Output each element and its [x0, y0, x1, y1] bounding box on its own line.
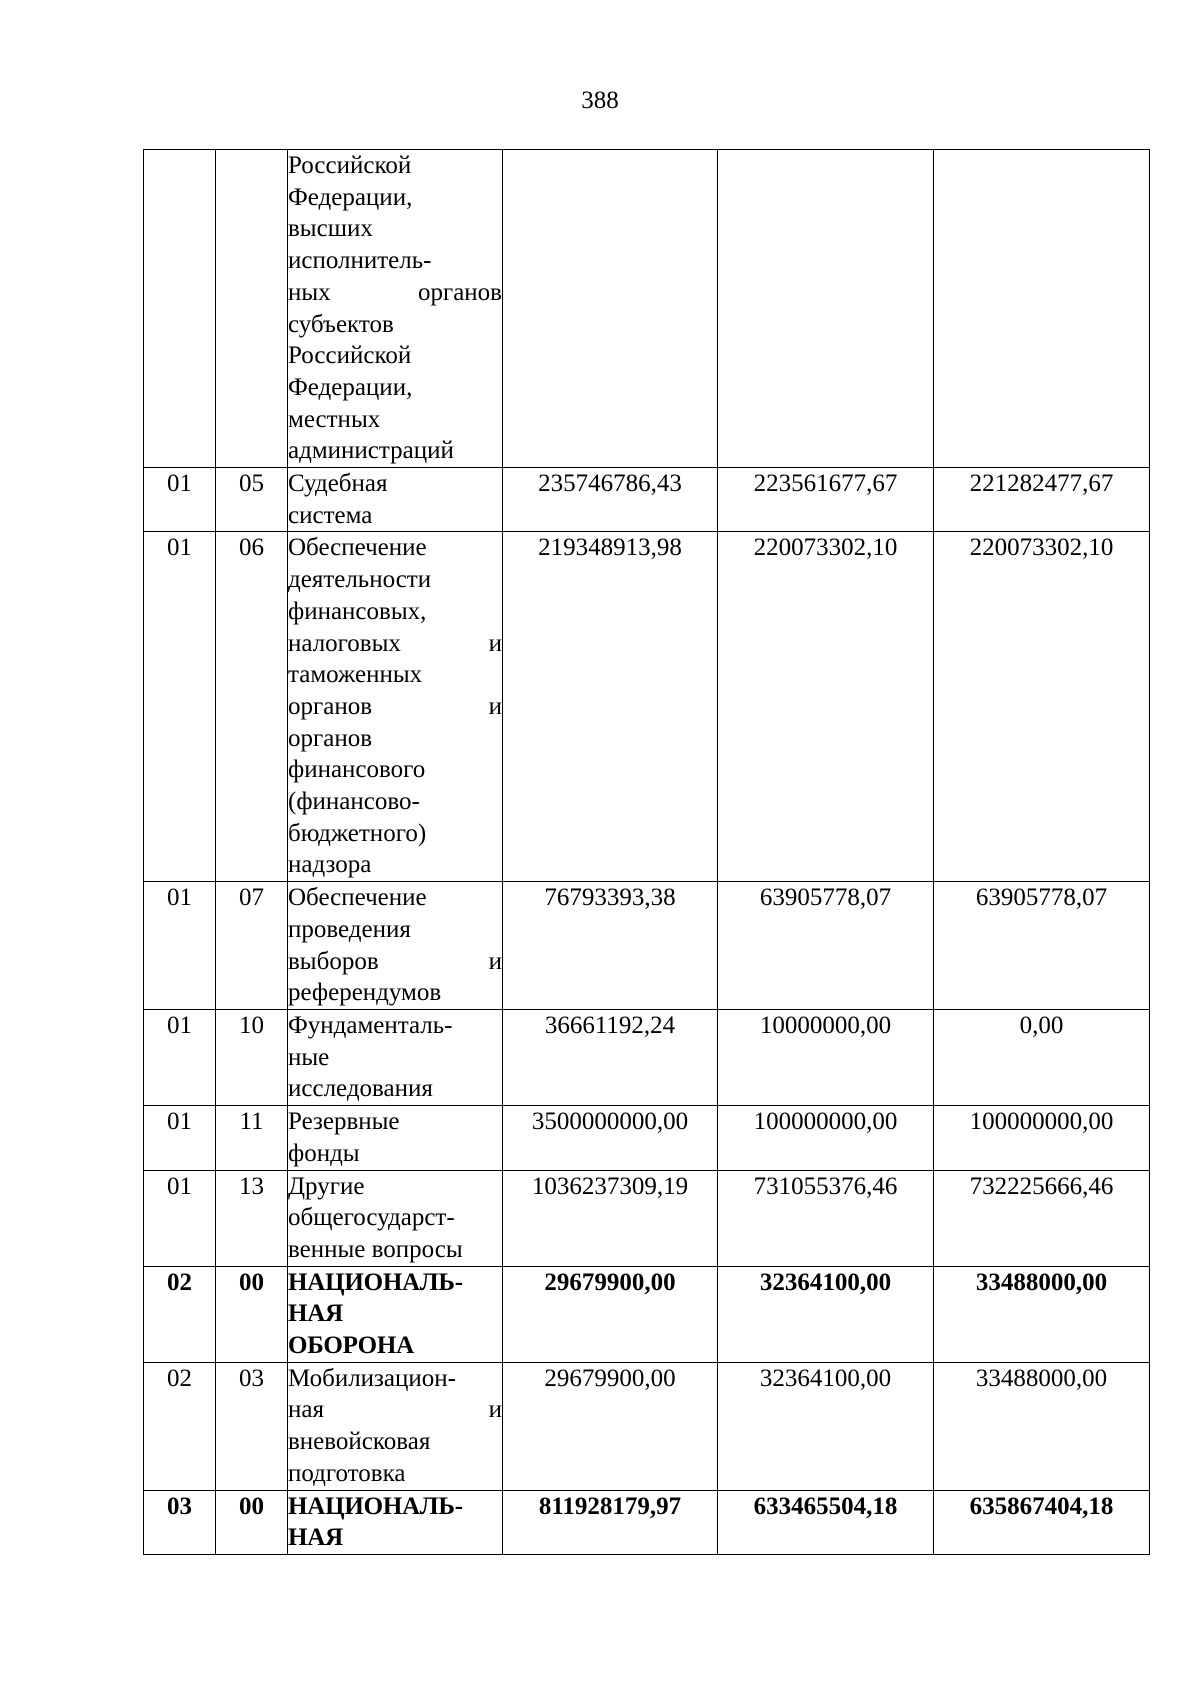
amount-cell-year-3: 221282477,67	[934, 468, 1150, 532]
section-code-cell: 02	[144, 1266, 216, 1362]
item-name-line: Российской	[288, 152, 412, 179]
amount-cell-year-1: 36661192,24	[503, 1009, 718, 1105]
item-name-line: вневойсковая	[288, 1428, 431, 1456]
item-name-line: проведения	[288, 915, 411, 943]
amount-cell-year-1	[503, 150, 718, 468]
item-name-line: выборов и	[288, 947, 502, 975]
section-code-cell: 01	[144, 1106, 216, 1170]
section-code-cell: 01	[144, 1009, 216, 1105]
item-name-cell	[288, 882, 503, 1010]
amount-cell-year-2: 100000000,00	[718, 1106, 934, 1170]
table-row	[144, 1362, 1150, 1490]
amount-cell-year-1: 29679900,00	[503, 1266, 718, 1362]
amount-cell-year-3: 63905778,07	[934, 882, 1150, 1010]
item-name-line: Фундаменталь-	[288, 1011, 453, 1039]
subsection-code-cell: 00	[216, 1266, 288, 1362]
item-name-line: НАЦИОНАЛЬ-	[288, 1492, 463, 1520]
item-name-line: НАЦИОНАЛЬ-	[288, 1268, 463, 1296]
amount-cell-year-3: 732225666,46	[934, 1170, 1150, 1266]
item-name-line: Резервные	[288, 1108, 400, 1136]
amount-cell-year-1: 1036237309,19	[503, 1170, 718, 1266]
item-name-line: ные	[288, 1043, 330, 1071]
subsection-code-cell: 06	[216, 532, 288, 882]
budget-table-body	[144, 150, 1150, 1555]
item-name-line: органов	[288, 724, 373, 752]
amount-cell-year-3	[934, 150, 1150, 468]
item-name-line: субъектов	[288, 310, 394, 338]
item-name-line: Обеспечение	[288, 884, 427, 912]
item-name-line: Федерации,	[288, 183, 413, 211]
amount-cell-year-2	[718, 150, 934, 468]
table-row	[144, 468, 1150, 532]
section-code-cell: 01	[144, 882, 216, 1010]
table-row	[144, 1490, 1150, 1554]
item-name-cell	[288, 1362, 503, 1490]
table-row	[144, 150, 1150, 468]
item-name-line: венные вопросы	[288, 1235, 463, 1263]
item-name-line: финансовых,	[288, 597, 427, 625]
table-row	[144, 1106, 1150, 1170]
item-name-line: таможенных	[288, 661, 423, 689]
subsection-code-cell: 11	[216, 1106, 288, 1170]
amount-cell-year-1: 811928179,97	[503, 1490, 718, 1554]
item-name-line: система	[288, 501, 373, 529]
item-name-line: администраций	[288, 437, 454, 465]
amount-cell-year-1: 219348913,98	[503, 532, 718, 882]
item-name-line: ная и	[288, 1396, 502, 1424]
item-name-cell	[288, 1170, 503, 1266]
amount-cell-year-3: 220073302,10	[934, 532, 1150, 882]
section-code-cell: 01	[144, 468, 216, 532]
item-name-line: надзора	[288, 851, 372, 879]
item-name-line: налоговых и	[288, 629, 502, 657]
section-code-cell: 03	[144, 1490, 216, 1554]
item-name-cell	[288, 1490, 503, 1554]
subsection-code-cell: 13	[216, 1170, 288, 1266]
item-name-line: подготовка	[288, 1459, 406, 1487]
subsection-code-cell: 07	[216, 882, 288, 1010]
amount-cell-year-3: 635867404,18	[934, 1490, 1150, 1554]
item-name-cell	[288, 1266, 503, 1362]
item-name-line: НАЯ	[288, 1300, 343, 1328]
amount-cell-year-2: 223561677,67	[718, 468, 934, 532]
item-name-line: исследования	[288, 1075, 433, 1103]
section-code-cell: 02	[144, 1362, 216, 1490]
item-name-line: НАЯ	[288, 1524, 343, 1552]
amount-cell-year-3: 100000000,00	[934, 1106, 1150, 1170]
subsection-code-cell: 10	[216, 1009, 288, 1105]
table-row	[144, 1009, 1150, 1105]
item-name-line: Обеспечение	[288, 534, 427, 562]
item-name-cell	[288, 468, 503, 532]
item-name-line: ных органов	[288, 278, 502, 306]
item-name-cell	[288, 1106, 503, 1170]
amount-cell-year-2: 10000000,00	[718, 1009, 934, 1105]
subsection-code-cell: 03	[216, 1362, 288, 1490]
item-name-line: финансового	[288, 756, 426, 784]
item-name-line: референдумов	[288, 979, 442, 1007]
item-name-line: фонды	[288, 1139, 360, 1167]
item-name-cell	[288, 532, 503, 882]
item-name-line: Судебная	[288, 470, 388, 498]
item-name-line: общегосударст-	[288, 1204, 455, 1232]
amount-cell-year-3: 33488000,00	[934, 1362, 1150, 1490]
amount-cell-year-3: 0,00	[934, 1009, 1150, 1105]
subsection-code-cell: 00	[216, 1490, 288, 1554]
amount-cell-year-2: 32364100,00	[718, 1362, 934, 1490]
item-name-line: деятельности	[288, 566, 432, 594]
item-name-line: Другие	[288, 1172, 365, 1200]
amount-cell-year-1: 3500000000,00	[503, 1106, 718, 1170]
budget-table	[143, 149, 1150, 1555]
amount-cell-year-2: 32364100,00	[718, 1266, 934, 1362]
item-name-line: ОБОРОНА	[288, 1332, 414, 1360]
item-name-line: бюджетного)	[288, 819, 427, 847]
amount-cell-year-1: 235746786,43	[503, 468, 718, 532]
table-row	[144, 1170, 1150, 1266]
amount-cell-year-2: 633465504,18	[718, 1490, 934, 1554]
section-code-cell	[144, 150, 216, 468]
page-number: 388	[581, 87, 619, 114]
item-name-line: высших	[288, 215, 373, 243]
item-name-line: Российской	[288, 342, 412, 370]
item-name-line: исполнитель-	[288, 247, 432, 275]
item-name-line: Федерации,	[288, 373, 413, 401]
amount-cell-year-2: 220073302,10	[718, 532, 934, 882]
item-name-cell	[288, 1009, 503, 1105]
amount-cell-year-1: 29679900,00	[503, 1362, 718, 1490]
item-name-line: органов и	[288, 692, 502, 720]
amount-cell-year-2: 731055376,46	[718, 1170, 934, 1266]
section-code-cell: 01	[144, 1170, 216, 1266]
table-row	[144, 532, 1150, 882]
item-name-line: (финансово-	[288, 788, 420, 816]
amount-cell-year-2: 63905778,07	[718, 882, 934, 1010]
subsection-code-cell	[216, 150, 288, 468]
item-name-line: Мобилизацион-	[288, 1364, 456, 1392]
table-row	[144, 1266, 1150, 1362]
amount-cell-year-1: 76793393,38	[503, 882, 718, 1010]
amount-cell-year-3: 33488000,00	[934, 1266, 1150, 1362]
subsection-code-cell: 05	[216, 468, 288, 532]
item-name-line: местных	[288, 405, 381, 433]
section-code-cell: 01	[144, 532, 216, 882]
table-row	[144, 882, 1150, 1010]
item-name-cell	[288, 150, 503, 468]
